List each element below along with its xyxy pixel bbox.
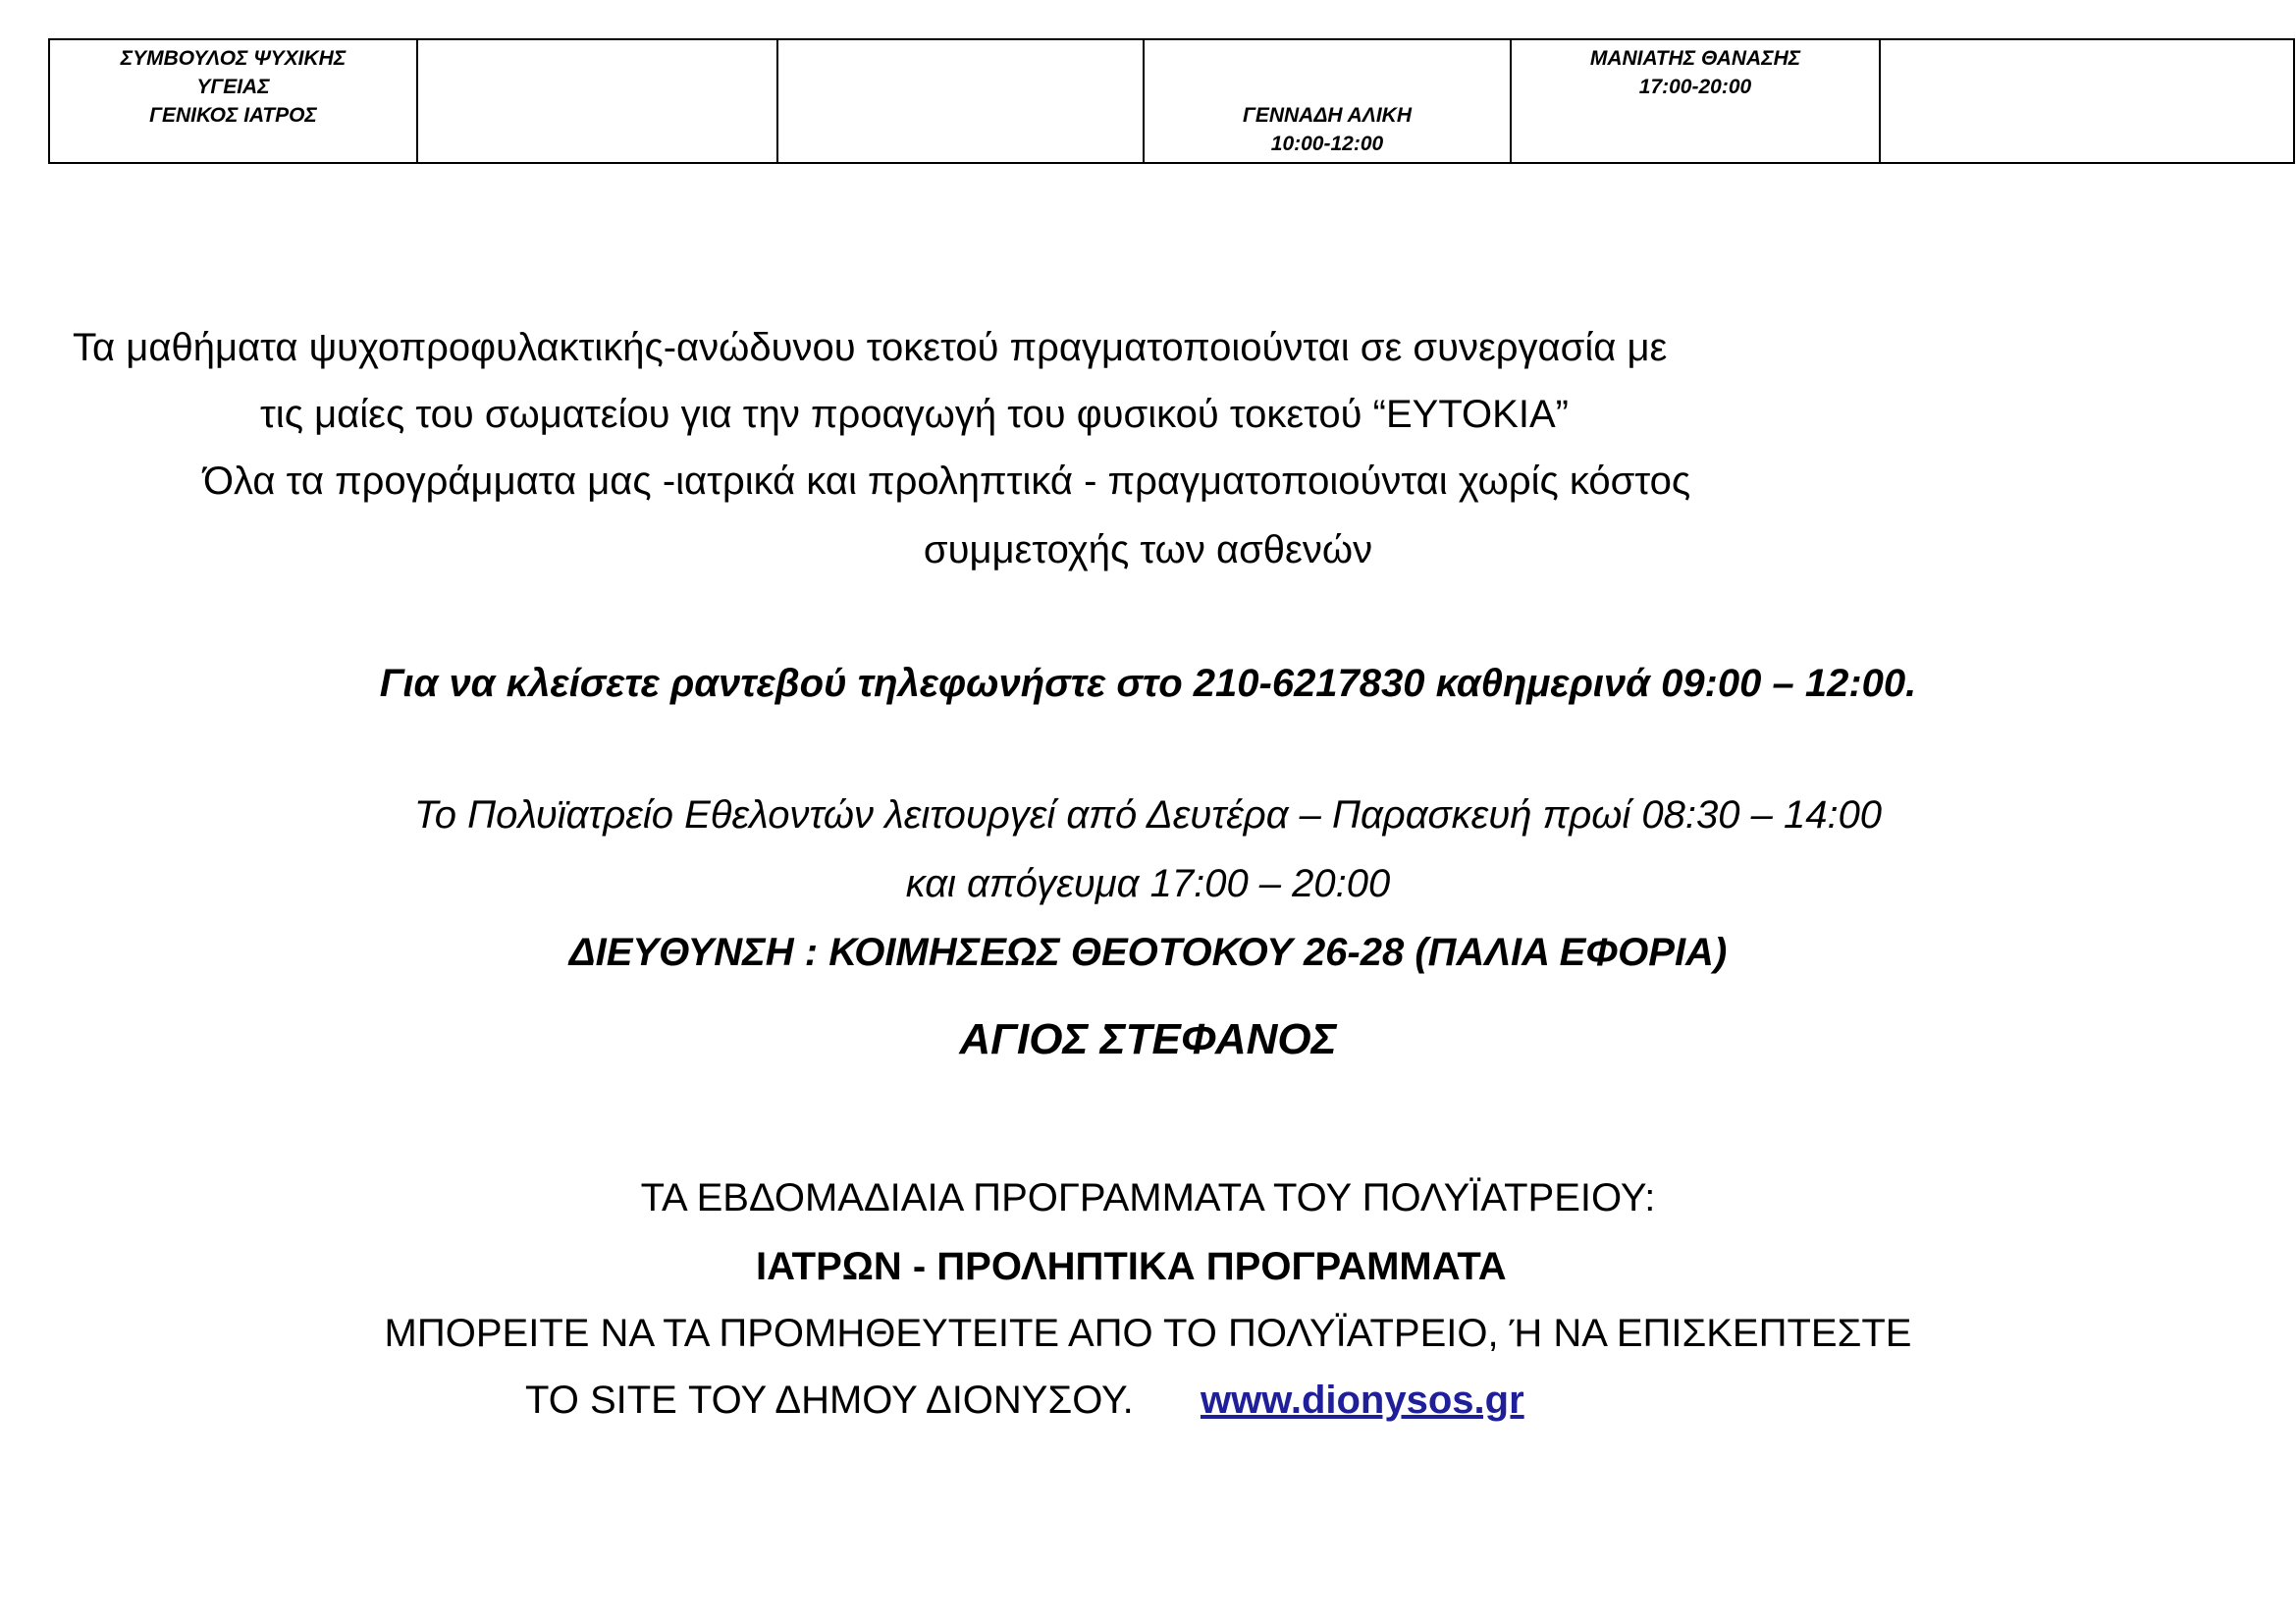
cell-text: ΓΕΝΙΚΟΣ ΙΑΤΡΟΣ xyxy=(149,104,317,127)
cell-text: ΣΥΜΒΟΥΛΟΣ ΨΥΧΙΚΗΣ xyxy=(120,47,347,70)
town-name: ΑΓΙΟΣ ΣΤΕΦΑΝΟΣ xyxy=(959,1015,1337,1063)
schedule-cell-empty xyxy=(417,39,777,163)
paragraph-line: συμμετοχής των ασθενών xyxy=(923,528,1373,571)
weekly-programs-line: ΤΑ ΕΒΔΟΜΑΔΙΑΙΑ ΠΡΟΓΡΑΜΜΑΤΑ ΤΟΥ ΠΟΛΥΪΑΤΡΕΙΟΥ: xyxy=(640,1176,1656,1219)
paragraph-line: τις μαίες του σωματείου για την προαγωγή του φυσικού τοκετού “ΕΥΤΟΚΙΑ” xyxy=(260,393,1569,436)
schedule-cell-empty xyxy=(777,39,1144,163)
weekly-programs-line: ΜΠΟΡΕΙΤΕ ΝΑ ΤΑ ΠΡΟΜΗΘΕΥΤΕΙΤΕ ΑΠΟ ΤΟ ΠΟΛΥΪΑΤΡΕΙΟ, Ή ΝΑ ΕΠΙΣΚΕΠΤΕΣΤΕ xyxy=(384,1312,1912,1355)
schedule-cell-doctor xyxy=(1144,39,1511,163)
address-line: ΔΙΕΥΘΥΝΣΗ : ΚΟΙΜΗΣΕΩΣ ΘΕΟΤΟΚΟΥ 26-28 (ΠΑΛΙΑ ΕΦΟΡΙΑ) xyxy=(568,931,1728,974)
site-text: ΤΟ SITE ΤΟΥ ΔΗΜΟΥ ΔΙΟΝΥΣΟΥ. xyxy=(525,1379,1134,1422)
schedule-cell-doctor xyxy=(1511,39,1880,163)
schedule-cell-empty xyxy=(1880,39,2294,163)
cell-text: ΜΑΝΙΑΤΗΣ ΘΑΝΑΣΗΣ xyxy=(1589,47,1801,70)
website-link[interactable]: www.dionysos.gr xyxy=(1200,1379,1524,1422)
cell-text: 10:00-12:00 xyxy=(1270,133,1384,155)
schedule-cell-specialty xyxy=(49,39,417,163)
weekly-programs-categories: ΙΑΤΡΩΝ - ΠΡΟΛΗΠΤΙΚΑ ΠΡΟΓΡΑΜΜΑΤΑ xyxy=(756,1245,1507,1288)
cell-text: ΓΕΝΝΑΔΗ ΑΛΙΚΗ xyxy=(1243,104,1412,127)
opening-hours-line: και απόγευμα 17:00 – 20:00 xyxy=(905,862,1391,905)
schedule-table xyxy=(48,38,2295,164)
appointment-notice: Για να κλείσετε ραντεβού τηλεφωνήστε στο 210-6217830 καθημερινά 09:00 – 12:00. xyxy=(379,662,1917,705)
opening-hours-line: Το Πολυϊατρείο Εθελοντών λειτουργεί από Δευτέρα – Παρασκευή πρωί 08:30 – 14:00 xyxy=(413,793,1883,837)
cell-text: ΥΓΕΙΑΣ xyxy=(196,76,270,98)
weekly-programs-line xyxy=(525,1380,1524,1420)
paragraph-line: Όλα τα προγράμματα μας -ιατρικά και προληπτικά - πραγματοποιούνται χωρίς κόστος xyxy=(203,460,1691,503)
paragraph-line: Τα μαθήματα ψυχοπροφυλακτικής-ανώδυνου τοκετού πραγματοποιούνται σε συνεργασία με xyxy=(73,326,1668,369)
schedule-row xyxy=(49,39,2294,163)
cell-text: 17:00-20:00 xyxy=(1638,76,1752,98)
